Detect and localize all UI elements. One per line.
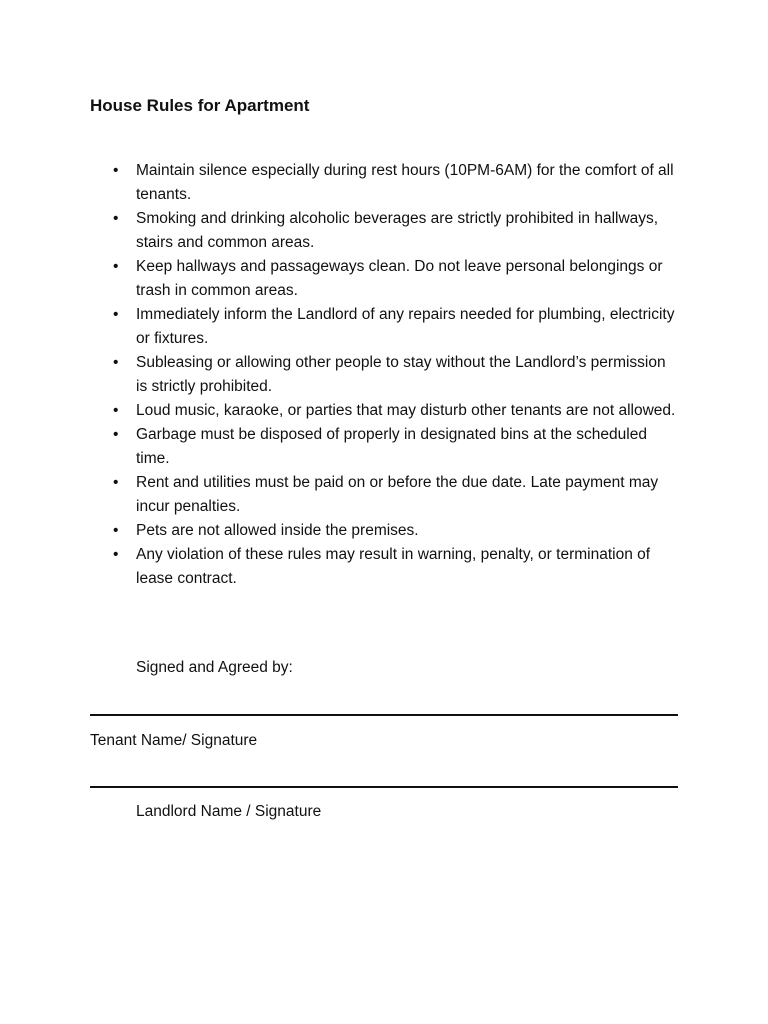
rule-item [113, 471, 678, 519]
rule-text: Subleasing or allowing other people to stay without the Landlord’s permission is strictly prohibited. [136, 354, 666, 395]
rule-text: Garbage must be disposed of properly in designated bins at the scheduled time. [136, 426, 647, 467]
rule-item [113, 519, 678, 543]
rule-text: Rent and utilities must be paid on or before the due date. Late payment may incur penalties. [136, 474, 659, 515]
rule-text: Maintain silence especially during rest hours (10PM-6AM) for the comfort of all tenants. [136, 162, 674, 203]
bullet-icon: • [113, 306, 119, 323]
bullet-icon: • [113, 354, 119, 371]
rule-item [113, 423, 678, 471]
bullet-icon: • [113, 402, 119, 419]
bullet-icon: • [113, 210, 119, 227]
rule-item [113, 159, 678, 207]
tenant-signature-line [90, 714, 678, 716]
bullet-icon: • [113, 522, 119, 539]
rule-item [113, 207, 678, 255]
rule-item [113, 399, 678, 423]
rule-text: Any violation of these rules may result in warning, penalty, or termination of lease contract. [136, 546, 651, 587]
rules-list [113, 159, 678, 591]
signed-agreed-label: Signed and Agreed by: [136, 659, 293, 676]
rule-text: Pets are not allowed inside the premises. [136, 522, 419, 539]
document-title: House Rules for Apartment [90, 96, 310, 115]
bullet-icon: • [113, 546, 119, 563]
tenant-signature-label: Tenant Name/ Signature [90, 732, 258, 749]
rule-item [113, 543, 678, 591]
bullet-icon: • [113, 258, 119, 275]
bullet-icon: • [113, 162, 119, 179]
rule-item [113, 351, 678, 399]
bullet-icon: • [113, 474, 119, 491]
landlord-signature-label: Landlord Name / Signature [136, 803, 322, 820]
rule-item [113, 255, 678, 303]
rule-text: Loud music, karaoke, or parties that may disturb other tenants are not allowed. [136, 402, 676, 419]
rule-text: Keep hallways and passageways clean. Do not leave personal belongings or trash in common areas. [136, 258, 663, 299]
landlord-signature-line [90, 786, 678, 788]
bullet-icon: • [113, 426, 119, 443]
rule-text: Immediately inform the Landlord of any repairs needed for plumbing, electricity or fixtures. [136, 306, 675, 347]
rule-item [113, 303, 678, 351]
rule-text: Smoking and drinking alcoholic beverages are strictly prohibited in hallways, stairs and common areas. [136, 210, 659, 251]
